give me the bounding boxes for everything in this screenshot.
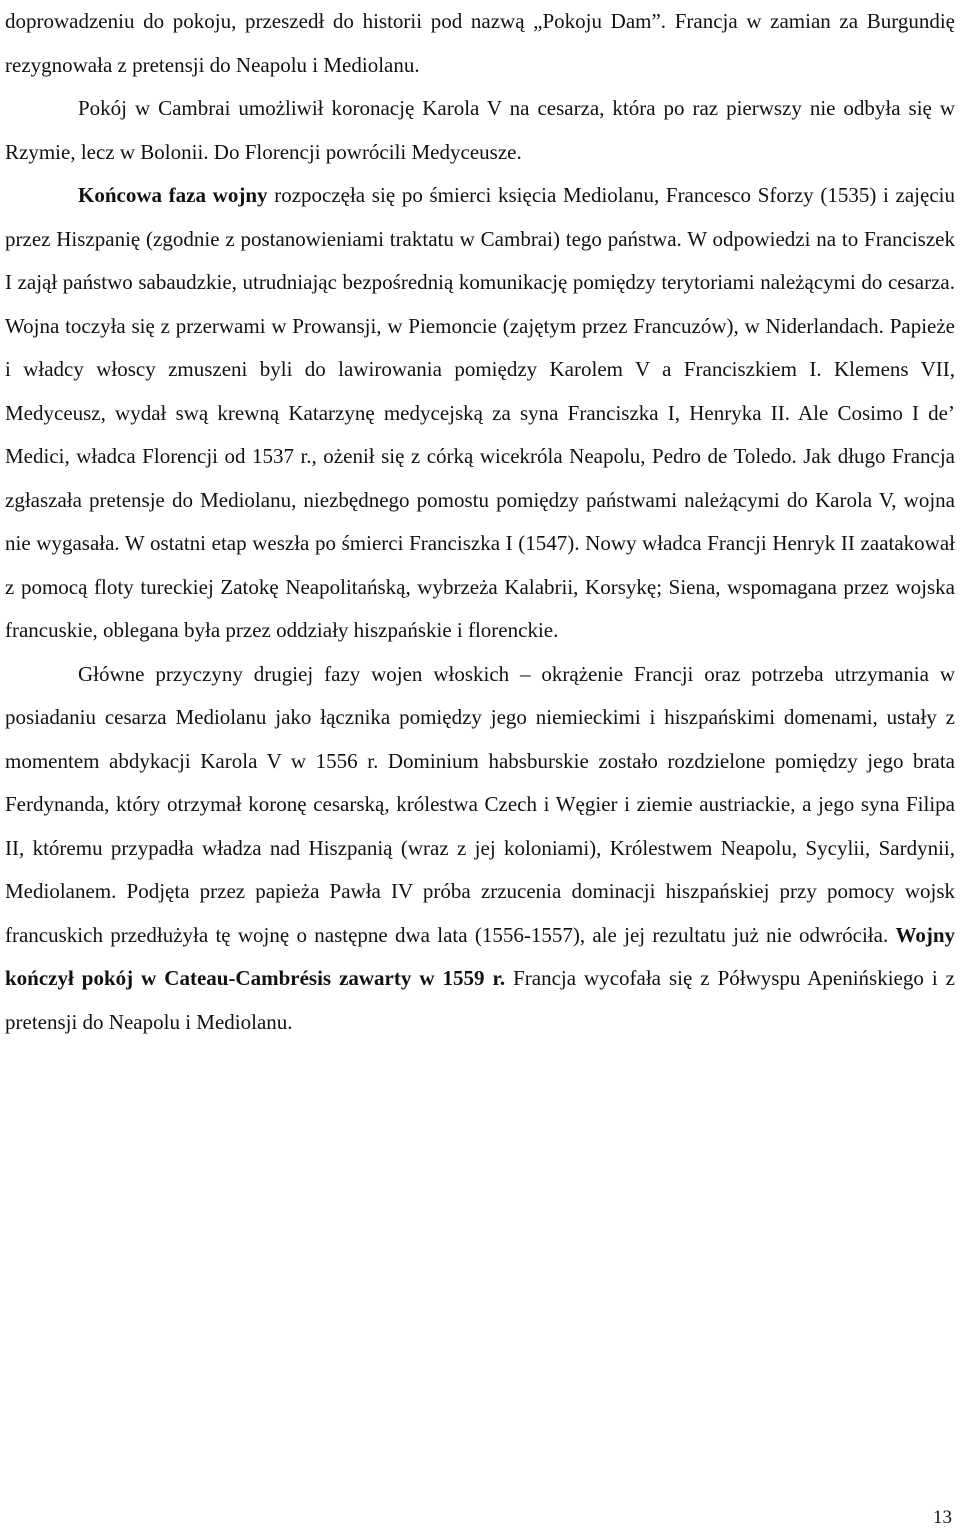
paragraph-4	[5, 653, 955, 1045]
paragraph-2	[5, 87, 955, 174]
paragraph-1	[5, 0, 955, 87]
paragraph-4-closing-text: Francja wycofała się z Półwyspu Apenińskiego i z pretensji do Neapolu i Mediolanu.	[5, 966, 955, 1034]
paragraph-2-text: Pokój w Cambrai umożliwił koronację Karola V na cesarza, która po raz pierwszy nie odbyła się w Rzymie, lecz w Bolonii. Do Florencji powrócili Medyceusze.	[5, 96, 955, 164]
paragraph-4-text: Główne przyczyny drugiej fazy wojen włoskich – okrążenie Francji oraz potrzeba utrzymania w posiadaniu cesarza Mediolanu jako łącznika pomiędzy jego niemieckimi i hiszpańskimi domenami, ustały z momentem abdykacji Karola V w 1556 r. Dominium habsburskie zostało rozdzielone pomiędzy jego brata Ferdynanda, który otrzymał koronę cesarską, królestwa Czech i Węgier i ziemie austriackie, a jego syna Filipa II, któremu przypadła władza nad Hiszpanią (wraz z jej koloniami), Królestwem Neapolu, Sycylii, Sardynii, Mediolanem. Podjęta przez papieża Pawła IV próba zrzucenia dominacji hiszpańskiej przy pomocy wojsk francuskich przedłużyła tę wojnę o następne dwa lata (1556-1557), ale jej rezultatu już nie odwróciła.	[5, 661, 955, 947]
paragraph-4-emphasis: Wojny kończył pokój w Cateau-Cambrésis zawarty w 1559 r.	[5, 922, 955, 990]
paragraph-3	[5, 174, 955, 653]
paragraph-3-text: rozpoczęła się po śmierci księcia Mediolanu, Francesco Sforzy (1535) i zajęciu przez Hiszpanię (zgodnie z postanowieniami traktatu w Cambrai) tego państwa. W odpowiedzi na to Franciszek I zajął państwo sabaudzkie, utrudniając bezpośrednią komunikację pomiędzy terytoriami należącymi do cesarza. Wojna toczyła się z przerwami w Prowansji, w Piemoncie (zajętym przez Francuzów), w Niderlandach. Papieże i władcy włoscy zmuszeni byli do lawirowania pomiędzy Karolem V a Franciszkiem I. Klemens VII, Medyceusz, wydał swą krewną Katarzynę medycejską za syna Franciszka I, Henryka II. Ale Cosimo I de’ Medici, władca Florencji od 1537 r., ożenił się z córką wicekróla Neapolu, Pedro de Toledo. Jak długo Francja zgłaszała pretensje do Mediolanu, niezbędnego pomostu pomiędzy państwami należącymi do Karola V, wojna nie wygasała. W ostatni etap weszła po śmierci Franciszka I (1547). Nowy władca Francji Henryk II zaatakował z pomocą floty tureckiej Zatokę Neapolitańską, wybrzeża Kalabrii, Korsykę; Siena, wspomagana przez wojska francuskie, oblegana była przez oddziały hiszpańskie i florenckie.	[5, 183, 955, 642]
paragraph-1-text: doprowadzeniu do pokoju, przeszedł do historii pod nazwą „Pokoju Dam”. Francja w zamian za Burgundię rezygnowała z pretensji do Neapolu i Mediolanu.	[5, 9, 955, 77]
paragraph-3-heading: Końcowa faza wojny	[78, 183, 268, 207]
body-text	[5, 0, 955, 1044]
page-number: 13	[933, 1507, 952, 1528]
